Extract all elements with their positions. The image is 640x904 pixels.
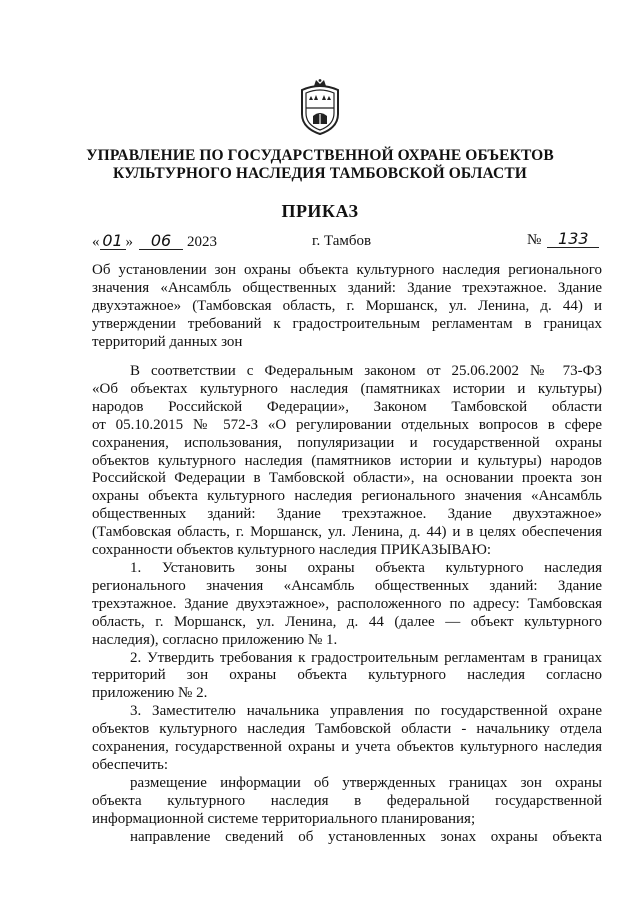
clause-2-line: приложению № 2. xyxy=(92,685,208,702)
body-line: Российской Федерации в Тамбовской области», на основании проекта зон xyxy=(92,470,602,487)
order-number-value: 133 xyxy=(547,231,599,248)
clause-3-item-line: информационной системе территориального планирования; xyxy=(92,810,476,827)
number-sign: № xyxy=(527,232,542,248)
agency-name-line-2: КУЛЬТУРНОГО НАСЛЕДИЯ ТАМБОВСКОЙ ОБЛАСТИ xyxy=(113,165,527,182)
tambov-coat-of-arms-icon xyxy=(296,78,344,136)
clause-1-line: область, г. Моршанск, ул. Ленина, д. 44 (далее — объект культурного xyxy=(92,613,602,630)
body-line: объектов культурного наследия (памятников истории и культуры) народов xyxy=(92,452,602,469)
body-line: «Об объектах культурного наследия (памятниках истории и культуры) xyxy=(92,380,602,397)
clause-1-line: 1. Установить зоны охраны объекта культурного наследия xyxy=(130,559,602,576)
body-line: сохранности объектов культурного наследия ПРИКАЗЫВАЮ: xyxy=(92,542,492,559)
clause-1-line: трехэтажное. Здание двухэтажное», расположенного по адресу: Тамбовская xyxy=(92,595,602,612)
date-quote-open: « xyxy=(92,234,100,250)
body-line: общественных зданий: Здание трехэтажное. Здание двухэтажное» xyxy=(92,506,602,523)
order-month: 06 xyxy=(139,233,183,250)
subject-line: значения «Ансамбль общественных зданий: Здание трехэтажное. Здание xyxy=(92,279,602,296)
order-subject xyxy=(92,262,602,352)
clause-2-line: территорий зон охраны объекта культурного наследия согласно xyxy=(92,667,602,684)
clause-1-line: наследия), согласно приложению № 1. xyxy=(92,631,338,648)
body-line: сохранения, использования, популяризации и государственной охраны xyxy=(92,434,602,451)
subject-line: утверждении требований к градостроительным регламентам в границах xyxy=(92,315,602,332)
body-line: охраны объекта культурного наследия регионального значения «Ансамбль xyxy=(92,488,602,505)
subject-line: территорий данных зон xyxy=(92,333,243,350)
clause-3-item-line: размещение информации об утвержденных границах зон охраны xyxy=(130,774,602,791)
body-line: В соответствии с Федеральным законом от 25.06.2002 № 73-ФЗ xyxy=(130,363,602,379)
order-city: г. Тамбов xyxy=(312,233,372,249)
clause-3-line: сохранения, государственной охраны и учета объектов культурного наследия xyxy=(92,739,602,756)
order-day: 01 xyxy=(100,233,126,250)
subject-line: Об установлении зон охраны объекта культурного наследия регионального xyxy=(92,262,602,278)
document-title: ПРИКАЗ xyxy=(281,201,359,221)
body-line: от 05.10.2015 № 572-З «О регулировании отдельных вопросов в сфере xyxy=(92,416,602,433)
clause-3-item-line: направление сведений об установленных зонах охраны объекта xyxy=(130,828,602,845)
body-line: народов Российской Федерации», Законом Тамбовской области xyxy=(92,398,602,415)
clause-3-item-line: объекта культурного наследия в федеральной государственной xyxy=(92,792,602,809)
order-number xyxy=(527,231,599,249)
subject-line: двухэтажное» (Тамбовская область, г. Моршанск, ул. Ленина, д. 44) и xyxy=(92,297,602,314)
clause-2-line: 2. Утвердить требования к градостроительным регламентам в границах xyxy=(130,649,602,666)
order-body xyxy=(92,363,602,846)
agency-name-line-1: УПРАВЛЕНИЕ ПО ГОСУДАРСТВЕННОЙ ОХРАНЕ ОБЪЕКТОВ xyxy=(86,147,554,164)
clause-1-line: регионального значения «Ансамбль общественных зданий: Здание xyxy=(92,577,602,594)
date-quote-close: » xyxy=(125,234,133,250)
clause-3-line: объектов культурного наследия Тамбовской области - начальнику отдела xyxy=(92,721,602,738)
order-year: 2023 xyxy=(187,234,217,250)
clause-3-line: 3. Заместителю начальника управления по государственной охране xyxy=(130,703,602,720)
clause-3-line: обеспечить: xyxy=(92,756,169,773)
body-line: (Тамбовская область, г. Моршанск, ул. Ленина, д. 44) и в целях обеспечения xyxy=(92,524,602,541)
order-date xyxy=(92,233,217,251)
